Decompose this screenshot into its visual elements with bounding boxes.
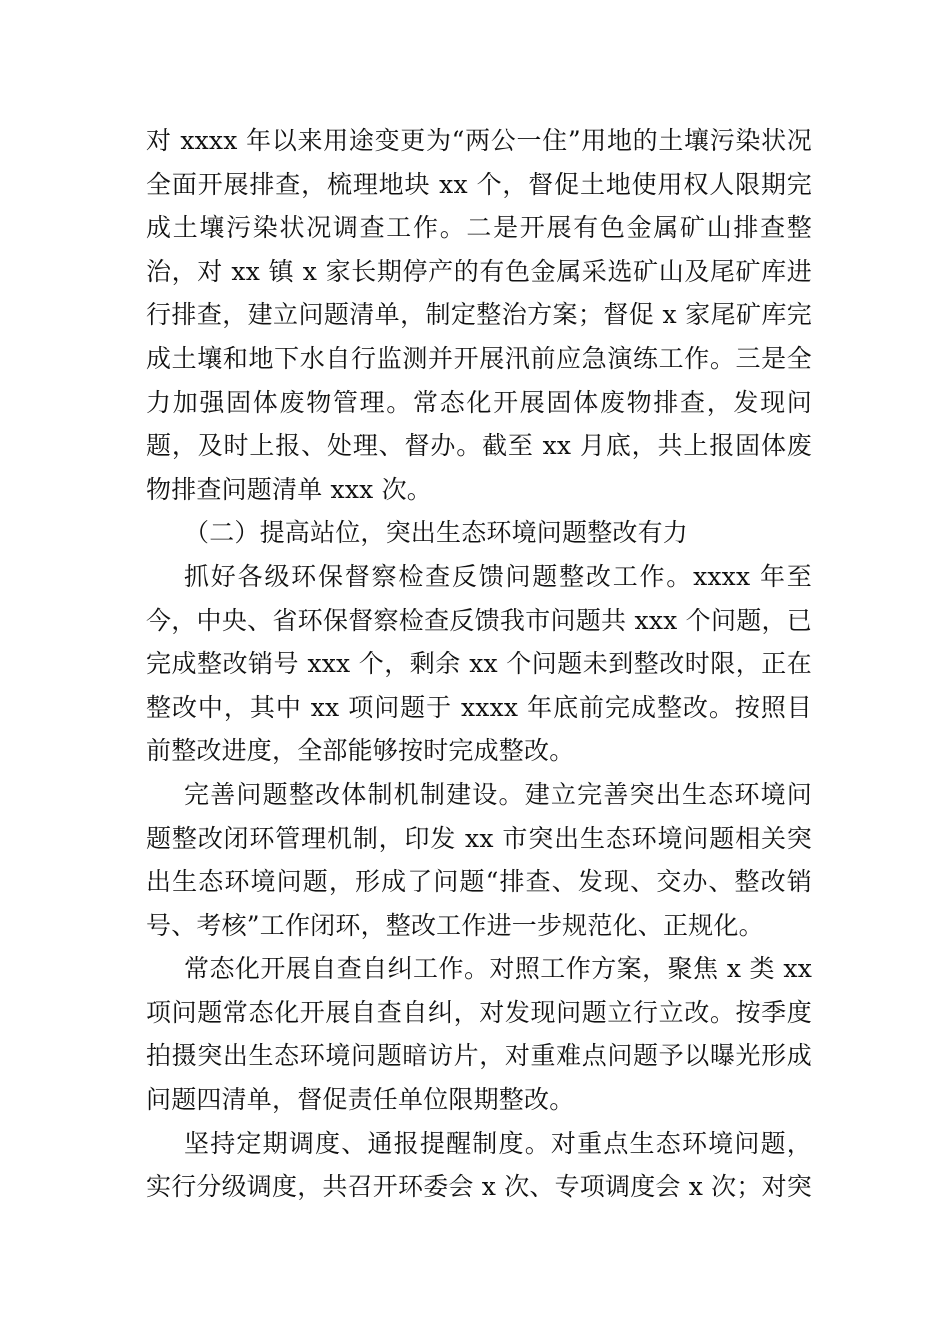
- paragraph-soil-and-waste: 对 xxxx 年以来用途变更为“两公一住”用地的土壤污染状况全面开展排查，梳理地块 xx 个，督促土地使用权人限期完成土壤污染状况调查工作。二是开展有色金属矿山排查整治，对 xx 镇 x 家长期停产的有色金属采选矿山及尾矿库进行排查，建立问题清单，制定整治方案；督促 x 家尾矿库完成土壤和地下水自行监测并开展汛前应急演练工作。三是全力加强固体废物管理。常态化开展固体废物排查，发现问题，及时上报、处理、督办。截至 xx 月底，共上报固体废物排查问题清单 xxx 次。: [146, 126, 812, 504]
- paragraph-self-inspection: 常态化开展自查自纠工作。对照工作方案，聚焦 x 类 xx 项问题常态化开展自查自纠，对发现问题立行立改。按季度拍摄突出生态环境问题暗访片，对重难点问题予以曝光形成问题四清单，督促责任单位限期整改。: [146, 954, 812, 1115]
- section-heading-two: （二）提高站位，突出生态环境问题整改有力: [184, 518, 689, 548]
- paragraph-scheduling-notification: 坚持定期调度、通报提醒制度。对重点生态环境问题，实行分级调度，共召开环委会 x 次、专项调度会 x 次；对突: [146, 1128, 812, 1202]
- paragraph-inspection-feedback: 抓好各级环保督察检查反馈问题整改工作。xxxx 年至今，中央、省环保督察检查反馈我市问题共 xxx 个问题，已完成整改销号 xxx 个，剩余 xx 个问题未到整改时限，正在整改中，其中 xx 项问题于 xxxx 年底前完成整改。按照目前整改进度，全部能够按时完成整改。: [146, 561, 812, 766]
- paragraph-mechanism-building: 完善问题整改体制机制建设。建立完善突出生态环境问题整改闭环管理机制，印发 xx 市突出生态环境问题相关突出生态环境问题，形成了问题“排查、发现、交办、整改销号、考核”工作闭环，整改工作进一步规范化、正规化。: [146, 779, 812, 940]
- document-body: [146, 119, 812, 1209]
